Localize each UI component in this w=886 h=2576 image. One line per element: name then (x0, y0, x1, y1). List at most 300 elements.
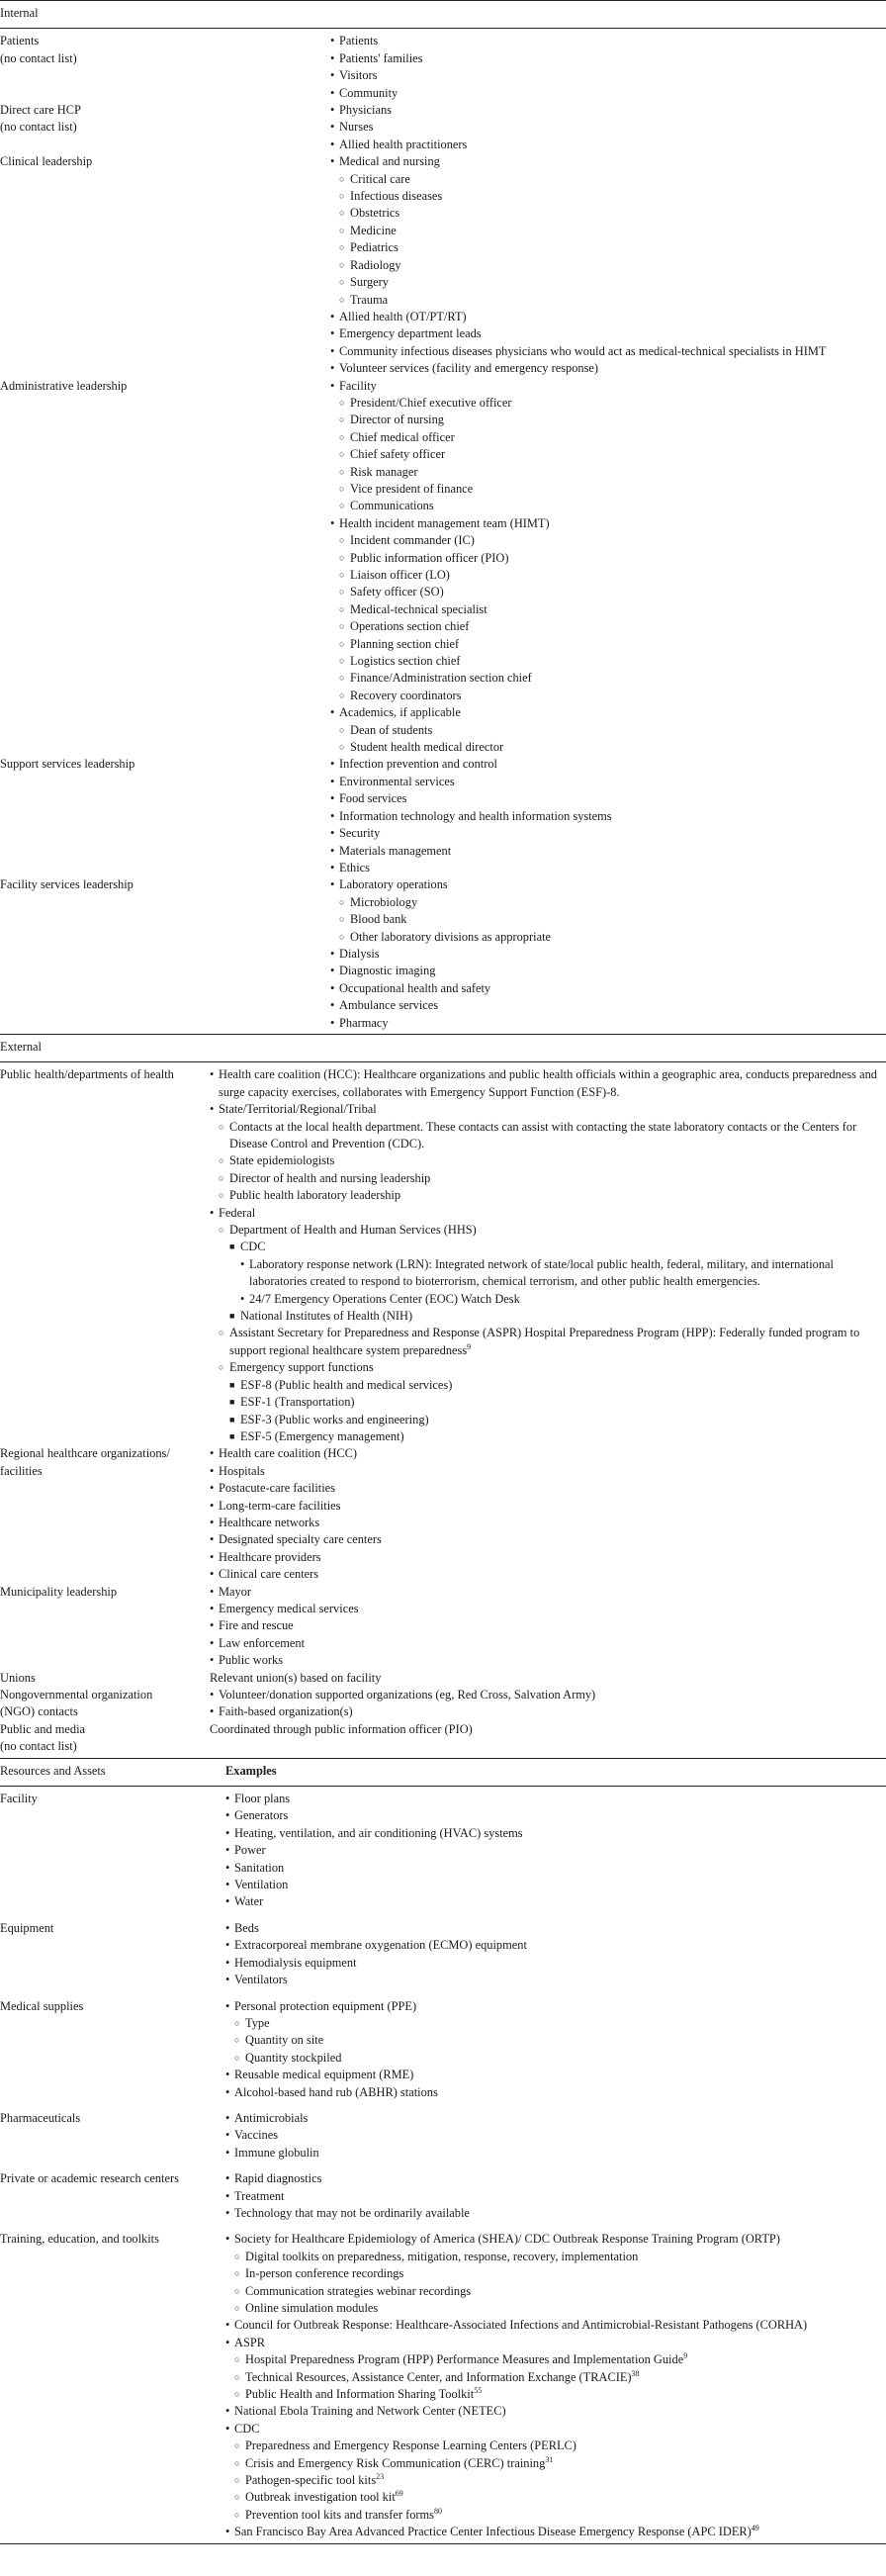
list-item-level-2 (234, 2300, 886, 2317)
item-text: Surgery (350, 275, 390, 290)
list-item-level-2 (339, 274, 886, 291)
reference-superscript: 9 (467, 1341, 472, 1351)
row-content (210, 1687, 886, 1721)
item-text: Trauma (350, 292, 389, 307)
item-text: Quantity on site (245, 2033, 324, 2048)
row-content (330, 153, 886, 377)
item-text: Communication strategies webinar recordings (245, 2283, 472, 2298)
item-text: Reusable medical equipment (RME) (234, 2068, 414, 2082)
list-item-level-1 (225, 1972, 886, 1988)
item-text: Digital toolkits on preparedness, mitigation, response, recovery, implementation (245, 2249, 639, 2263)
row-label: Patients (no contact list) (0, 34, 77, 65)
item-text: Sanitation (234, 1860, 285, 1875)
internal-row (0, 756, 886, 876)
item-text: Physicians (339, 103, 393, 118)
list-item-level-1 (225, 2110, 886, 2127)
item-text: Health incident management team (HIMT) (339, 515, 550, 530)
item-text: Pediatrics (350, 240, 399, 255)
item-text: Hospital Preparedness Program (HPP) Performance Measures and Implementation Guide (245, 2352, 684, 2367)
list-item-level-1 (330, 876, 886, 893)
row-content (330, 756, 886, 876)
external-row (0, 1445, 886, 1583)
list-item-level-2 (339, 636, 886, 653)
row-label: Direct care HCP (no contact list) (0, 103, 81, 135)
item-text: Clinical care centers (219, 1567, 319, 1582)
list-item-level-1 (225, 2084, 886, 2101)
list-item-level-1 (330, 153, 886, 170)
list-item-level-2 (219, 1187, 886, 1204)
list-item-level-2 (339, 688, 886, 704)
list-item-level-1 (225, 2145, 886, 2162)
item-text: Assistant Secretary for Preparedness and Response (ASPR) Hospital Preparedness Program (HPP): Federally funded program to support regional healthcare system preparedness (229, 1326, 860, 1357)
reference-superscript: 49 (751, 2524, 759, 2533)
list-item-level-1 (210, 1703, 886, 1720)
item-text: Nurses (339, 120, 374, 135)
item-text: Prevention tool kits and transfer forms (245, 2507, 434, 2522)
row-content (210, 1066, 886, 1445)
item-text: Volunteer services (facility and emergency response) (339, 361, 599, 376)
list-item-level-1 (225, 2524, 886, 2540)
list-item-level-1 (225, 1920, 886, 1937)
list-item-level-2 (339, 188, 886, 205)
list-item-level-1 (330, 980, 886, 997)
list-item-level-1 (210, 1652, 886, 1669)
item-text: Healthcare networks (219, 1515, 320, 1529)
list-item-level-1 (330, 343, 886, 360)
item-text: Community (339, 85, 399, 100)
item-text: State epidemiologists (229, 1153, 335, 1168)
reference-superscript: 23 (376, 2471, 385, 2481)
row-content (225, 1998, 886, 2101)
list-item-level-2 (219, 1359, 886, 1376)
item-text: Floor plans (234, 1792, 291, 1806)
item-text: Patients (339, 34, 379, 48)
list-item-level-1 (225, 2317, 886, 2334)
item-text: Chief safety officer (350, 447, 446, 462)
item-text: Relevant union(s) based on facility (210, 1670, 382, 1685)
item-text: Quantity stockpiled (245, 2050, 342, 2065)
item-text: Operations section chief (350, 619, 470, 634)
list-item-level-1 (225, 1791, 886, 1807)
list-item-level-1 (225, 1877, 886, 1893)
item-text: State/Territorial/Regional/Tribal (219, 1102, 377, 1117)
list-item-level-2 (339, 429, 886, 446)
external-row (0, 1687, 886, 1721)
item-text: Public works (219, 1653, 284, 1668)
list-item-level-1 (225, 2127, 886, 2144)
external-section-title: External (0, 1039, 42, 1054)
item-text: Hospitals (219, 1463, 265, 1478)
list-item-level-1 (210, 1445, 886, 1462)
item-text: Coordinated through public information officer (PIO) (210, 1721, 473, 1736)
resources-row (0, 1791, 886, 1911)
item-text: Medical-technical specialist (350, 601, 487, 616)
item-text: Information technology and health information systems (339, 808, 612, 823)
row-label: Equipment (0, 1920, 54, 1935)
list-item-level-2 (234, 2489, 886, 2506)
item-text: Type (245, 2015, 270, 2030)
row-content (210, 1670, 886, 1687)
list-item-level-2 (339, 481, 886, 498)
list-item-level-1 (225, 1842, 886, 1859)
row-label: Municipality leadership (0, 1584, 118, 1599)
list-item-level-1 (210, 1101, 886, 1118)
item-text: Online simulation modules (245, 2301, 379, 2315)
item-text: Public information officer (PIO) (350, 550, 509, 565)
item-text: Alcohol-based hand rub (ABHR) stations (234, 2084, 438, 2099)
item-text: Academics, if applicable (339, 705, 461, 720)
item-text: Health care coalition (HCC) (219, 1446, 358, 1461)
list-item-level-2 (234, 2369, 886, 2386)
resources-section (0, 1791, 886, 2541)
item-text: 24/7 Emergency Operations Center (EOC) Watch Desk (249, 1291, 520, 1306)
list-item-level-3 (229, 1428, 886, 1445)
item-text: Health care coalition (HCC): Healthcare organizations and public health officials within a geographic area, conducts preparedness and surge capacity exercises, collaborates with Emergency Support Function (ESF)-8. (219, 1067, 877, 1099)
item-text: Chief medical officer (350, 429, 455, 444)
internal-row (0, 102, 886, 153)
external-row (0, 1670, 886, 1687)
row-label: Clinical leadership (0, 154, 93, 169)
list-item-level-1 (210, 1498, 886, 1515)
item-text: Pathogen-specific tool kits (245, 2473, 377, 2488)
item-text: ASPR (234, 2335, 265, 2349)
list-item-level-1 (225, 1807, 886, 1824)
item-text: Security (339, 826, 381, 841)
external-row (0, 1066, 886, 1445)
row-label: Pharmaceuticals (0, 2110, 81, 2125)
row-content (330, 102, 886, 153)
list-item-level-1 (210, 1463, 886, 1480)
row-content (210, 1584, 886, 1670)
item-text: Society for Healthcare Epidemiology of America (SHEA)/ CDC Outbreak Response Training Program (ORTP) (234, 2232, 780, 2247)
list-item-level-1 (330, 137, 886, 153)
list-item-level-2 (339, 722, 886, 739)
item-text: Occupational health and safety (339, 980, 491, 995)
list-item-level-2 (339, 618, 886, 635)
list-item-level-2 (339, 653, 886, 670)
list-item-level-1 (210, 1549, 886, 1566)
list-item-level-1 (330, 756, 886, 773)
list-item-level-1 (210, 1205, 886, 1222)
list-item-level-2 (219, 1222, 886, 1239)
item-text: Federal (219, 1205, 256, 1220)
resources-row (0, 2170, 886, 2222)
row-label: Public and media (no contact list) (0, 1721, 86, 1754)
item-text: Postacute-care facilities (219, 1481, 335, 1496)
item-text: Healthcare providers (219, 1549, 321, 1564)
item-text: Allied health (OT/PT/RT) (339, 309, 467, 323)
row-label: Private or academic research centers (0, 2171, 179, 2186)
row-content (225, 2110, 886, 2162)
list-item-level-1 (330, 808, 886, 825)
item-text: Infection prevention and control (339, 757, 497, 772)
list-item-level-2 (339, 464, 886, 481)
row-content (210, 1445, 886, 1583)
list-item-level-1 (225, 1998, 886, 2015)
item-text: Communications (350, 499, 434, 513)
list-item-level-2 (234, 2015, 886, 2032)
list-item-level-2 (234, 2455, 886, 2472)
list-item-level-2 (339, 601, 886, 618)
internal-section-title: Internal (0, 6, 39, 20)
row-label: Facility (0, 1792, 38, 1806)
item-text: Heating, ventilation, and air conditioning (HVAC) systems (234, 1825, 523, 1840)
list-item-level-1 (330, 790, 886, 807)
list-item-level-1 (330, 33, 886, 49)
list-item-level-1 (330, 50, 886, 67)
external-row (0, 1584, 886, 1670)
item-text: Risk manager (350, 464, 418, 479)
row-content (225, 2231, 886, 2540)
resources-row (0, 1920, 886, 1989)
reference-superscript: 80 (433, 2506, 442, 2516)
bottom-rule (0, 2543, 886, 2544)
list-item-level-1 (330, 378, 886, 395)
item-text: Vice president of finance (350, 481, 474, 496)
item-text: Finance/Administration section chief (350, 671, 532, 686)
list-item-level-2 (339, 239, 886, 256)
resources-row (0, 1998, 886, 2101)
item-text: Student health medical director (350, 740, 504, 755)
list-item-level-1 (210, 1584, 886, 1601)
list-item-level-1 (330, 360, 886, 377)
item-text: Outbreak investigation tool kit (245, 2490, 396, 2505)
list-item-level-2 (234, 2032, 886, 2049)
list-item-level-2 (234, 2438, 886, 2454)
row-label: Administrative leadership (0, 378, 128, 393)
item-text: ESF-5 (Emergency management) (240, 1428, 404, 1443)
list-item-level-2 (339, 498, 886, 514)
reference-superscript: 38 (631, 2368, 640, 2378)
item-text: Council for Outbreak Response: Healthcare-Associated Infections and Antimicrobial-Resistant Pathogens (CORHA) (234, 2318, 808, 2333)
row-content (225, 1920, 886, 1989)
list-item-level-1 (225, 2403, 886, 2420)
item-text: Volunteer/donation supported organizations (eg, Red Cross, Salvation Army) (219, 1688, 596, 1702)
list-item-level-1 (330, 102, 886, 119)
item-text: Public health laboratory leadership (229, 1188, 401, 1203)
list-item-level-1 (330, 860, 886, 876)
list-item-level-2 (339, 205, 886, 222)
reference-superscript: 69 (395, 2489, 403, 2499)
item-text: Other laboratory divisions as appropriate (350, 929, 552, 944)
item-text: Treatment (234, 2188, 285, 2203)
list-item-level-1 (210, 1687, 886, 1703)
list-item-level-2 (219, 1325, 886, 1359)
list-item-level-3 (229, 1412, 886, 1428)
item-text: Power (234, 1843, 266, 1858)
list-item-level-2 (219, 1170, 886, 1187)
list-item-level-2 (339, 257, 886, 274)
item-text: Technical Resources, Assistance Center, and Information Exchange (TRACIE) (245, 2369, 632, 2384)
list-item-level-2 (339, 911, 886, 928)
list-item-level-1 (330, 843, 886, 860)
item-text: Safety officer (SO) (350, 585, 444, 599)
list-item-level-2 (339, 292, 886, 309)
list-item-level-4 (240, 1291, 886, 1308)
list-item-level-2 (234, 2351, 886, 2368)
row-label: Support services leadership (0, 757, 135, 772)
item-text: Critical care (350, 171, 410, 186)
item-text: Planning section chief (350, 636, 460, 651)
list-item-level-1 (225, 2421, 886, 2438)
item-text: Infectious diseases (350, 189, 443, 204)
list-item-level-1 (225, 2188, 886, 2205)
item-text: Crisis and Emergency Risk Communication (CERC) training (245, 2455, 546, 2470)
internal-row (0, 378, 886, 757)
list-item-level-2 (234, 2386, 886, 2403)
row-content (330, 876, 886, 1032)
list-item-level-2 (234, 2472, 886, 2489)
list-item-level-1 (330, 963, 886, 979)
list-item-level-2 (339, 567, 886, 584)
item-text: Laboratory response network (LRN): Integrated network of state/local public health, federal, military, and international laboratories created to respond to bioterrorism, chemical terrorism, and other public health emergencies. (249, 1256, 834, 1289)
item-text: Mayor (219, 1584, 252, 1599)
item-text: Logistics section chief (350, 654, 461, 669)
item-text: Dean of students (350, 722, 433, 737)
row-label: Unions (0, 1670, 36, 1685)
list-item-level-1 (225, 1937, 886, 1954)
resources-row (0, 2231, 886, 2540)
item-text: Public Health and Information Sharing Toolkit (245, 2387, 475, 2402)
list-item-level-1 (225, 2205, 886, 2222)
item-text: Community infectious diseases physicians who would act as medical-technical specialists in HIMT (339, 343, 827, 358)
item-text: Dialysis (339, 946, 380, 961)
item-text: Allied health practitioners (339, 137, 468, 151)
list-item-level-2 (339, 446, 886, 463)
list-item-level-1 (330, 1015, 886, 1032)
list-item-level-4 (240, 1256, 886, 1291)
item-text: Rapid diagnostics (234, 2171, 322, 2186)
list-item-level-1 (210, 1531, 886, 1548)
list-item-level-2 (339, 739, 886, 756)
list-item-level-2 (339, 584, 886, 600)
item-text: Environmental services (339, 774, 455, 788)
row-content (225, 1791, 886, 1911)
plain-text (210, 1721, 886, 1738)
list-item-level-2 (339, 670, 886, 687)
item-text: Long-term-care facilities (219, 1498, 341, 1513)
item-text: Recovery coordinators (350, 688, 462, 702)
list-item-level-2 (339, 171, 886, 188)
row-content (330, 33, 886, 102)
internal-section (0, 33, 886, 1032)
item-text: Diagnostic imaging (339, 964, 436, 978)
list-item-level-2 (234, 2283, 886, 2300)
item-text: Materials management (339, 843, 452, 858)
list-item-level-1 (225, 1893, 886, 1910)
list-item-level-3 (229, 1394, 886, 1411)
external-row (0, 1721, 886, 1756)
item-text: Emergency medical services (219, 1601, 359, 1615)
item-text: Ventilators (234, 1973, 288, 1987)
list-item-level-1 (330, 85, 886, 102)
list-item-level-1 (225, 2067, 886, 2083)
reference-superscript: 9 (683, 2351, 688, 2361)
list-item-level-2 (339, 223, 886, 239)
list-item-level-1 (225, 2335, 886, 2351)
internal-row (0, 153, 886, 377)
list-item-level-3 (229, 1308, 886, 1325)
list-item-level-1 (330, 309, 886, 325)
item-text: ESF-8 (Public health and medical services) (240, 1377, 453, 1392)
list-item-level-1 (210, 1635, 886, 1652)
item-text: Antimicrobials (234, 2110, 309, 2125)
item-text: Laboratory operations (339, 877, 448, 892)
row-content (225, 2170, 886, 2222)
item-text: CDC (240, 1240, 266, 1254)
list-item-level-3 (229, 1239, 886, 1255)
item-text: Immune globulin (234, 2145, 319, 2160)
item-text: Emergency department leads (339, 326, 482, 341)
list-item-level-1 (225, 1955, 886, 1972)
item-text: Fire and rescue (219, 1618, 294, 1633)
item-text: National Institutes of Health (NIH) (240, 1309, 413, 1324)
item-text: Microbiology (350, 894, 418, 909)
list-item-level-2 (234, 2249, 886, 2265)
item-text: Liaison officer (LO) (350, 568, 450, 582)
item-text: CDC (234, 2421, 260, 2436)
list-item-level-1 (210, 1601, 886, 1617)
list-item-level-1 (225, 1860, 886, 1877)
resources-row (0, 2110, 886, 2162)
item-text: Water (234, 1894, 264, 1909)
resources-column-header: Resources and Assets (0, 1763, 106, 1778)
row-label: Medical supplies (0, 1998, 84, 2013)
list-item-level-1 (210, 1066, 886, 1101)
item-text: Ethics (339, 860, 370, 874)
list-item-level-2 (219, 1119, 886, 1153)
item-text: Director of nursing (350, 413, 444, 427)
item-text: Patients' families (339, 50, 423, 65)
list-item-level-2 (339, 532, 886, 549)
item-text: In-person conference recordings (245, 2266, 404, 2281)
item-text: Contacts at the local health department. These contacts can assist with contacting the state laboratory contacts or the Centers for Disease Control and Prevention (CDC). (229, 1119, 857, 1150)
list-item-level-1 (330, 946, 886, 963)
item-text: Medical and nursing (339, 154, 440, 169)
row-label: Facility services leadership (0, 877, 133, 892)
list-item-level-1 (330, 119, 886, 136)
internal-row (0, 33, 886, 102)
item-text: Ventilation (234, 1878, 289, 1892)
list-item-level-2 (339, 550, 886, 567)
list-item-level-1 (330, 67, 886, 84)
item-text: Generators (234, 1808, 289, 1823)
item-text: Ambulance services (339, 998, 439, 1013)
item-text: Pharmacy (339, 1015, 389, 1030)
item-text: National Ebola Training and Network Center (NETEC) (234, 2404, 506, 2419)
item-text: Beds (234, 1920, 259, 1935)
list-item-level-3 (229, 1377, 886, 1394)
list-item-level-2 (339, 929, 886, 946)
item-text: ESF-1 (Transportation) (240, 1395, 355, 1410)
item-text: Food services (339, 791, 407, 806)
list-item-level-1 (330, 774, 886, 790)
item-text: Extracorporeal membrane oxygenation (ECMO) equipment (234, 1938, 527, 1953)
reference-superscript: 31 (545, 2454, 554, 2464)
item-text: Incident commander (IC) (350, 533, 475, 548)
list-item-level-1 (210, 1617, 886, 1634)
list-item-level-1 (210, 1515, 886, 1531)
row-content (210, 1721, 886, 1738)
list-item-level-2 (219, 1152, 886, 1169)
item-text: Director of health and nursing leadership (229, 1170, 431, 1185)
row-content (330, 378, 886, 757)
list-item-level-1 (225, 2231, 886, 2248)
item-text: Vaccines (234, 2128, 279, 2143)
list-item-level-1 (210, 1566, 886, 1583)
row-label: Public health/departments of health (0, 1067, 174, 1082)
external-section (0, 1066, 886, 1755)
